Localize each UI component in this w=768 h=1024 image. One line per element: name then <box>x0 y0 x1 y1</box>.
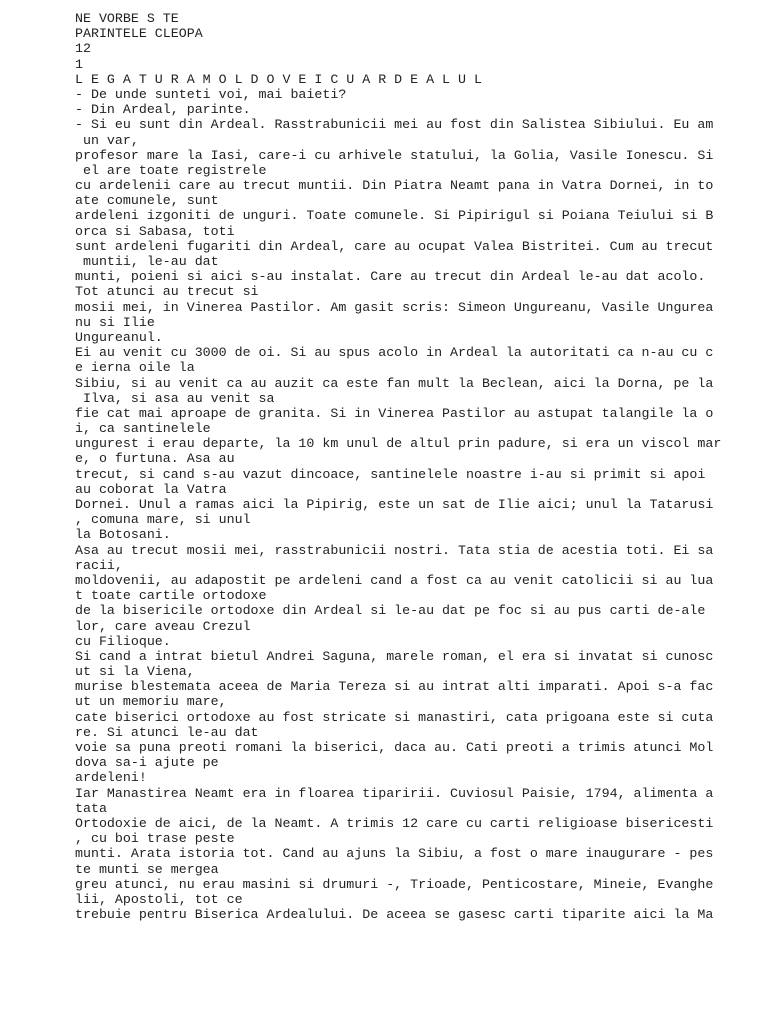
text-line: Sibiu, si au venit ca au auzit ca este fan mult la Beclean, aici la Dorna, pe la <box>75 375 714 391</box>
text-line: el are toate registrele <box>75 162 267 178</box>
text-line: cate biserici ortodoxe au fost stricate si manastiri, cata prigoana este si cuta <box>75 709 714 725</box>
text-line: voie sa puna preoti romani la biserici, daca au. Cati preoti a trimis atunci Mol <box>75 740 714 755</box>
text-line: Ei au venit cu 3000 de oi. Si au spus acolo in Ardeal la autoritati ca n-au cu c <box>75 345 714 361</box>
text-line: mosii mei, in Vinerea Pastilor. Am gasit scris: Simeon Ungureanu, Vasile Ungurea <box>75 299 714 315</box>
text-line: e ierna oile la <box>75 360 195 376</box>
text-line: munti. Arata istoria tot. Cand au ajuns la Sibiu, a fost o mare inaugurare - pes <box>75 846 714 862</box>
text-line: moldovenii, au adapostit pe ardeleni cand a fost ca au venit catolicii si au lua <box>75 572 714 588</box>
text-line: lor, care aveau Crezul <box>75 618 251 634</box>
section-heading: L E G A T U R A M O L D O V E I C U A R D E A L U L <box>75 71 482 87</box>
text-line: ate comunele, sunt <box>75 193 219 209</box>
page-number: 12 <box>75 41 91 57</box>
text-line: nu si Ilie <box>75 314 155 330</box>
text-line: ardeleni! <box>75 770 147 786</box>
text-line: trebuie pentru Biserica Ardealului. De aceea se gasesc carti tiparite aici la Ma <box>75 907 714 923</box>
text-line: un var, <box>75 132 139 148</box>
text-line: tata <box>75 800 107 816</box>
text-line: au coborat la Vatra <box>75 481 227 497</box>
document-author: PARINTELE CLEOPA <box>75 26 203 42</box>
text-line: - Si eu sunt din Ardeal. Rasstrabunicii mei au fost din Salistea Sibiului. Eu am <box>75 117 714 133</box>
text-line: trecut, si cand s-au vazut dincoace, santinelele noastre i-au si primit si apoi <box>75 466 706 482</box>
text-line: de la bisericile ortodoxe din Ardeal si le-au dat pe foc si au pus carti de-ale <box>75 603 706 619</box>
text-line: ardeleni izgoniti de unguri. Toate comunele. Si Pipirigul si Poiana Teiului si B <box>75 208 714 224</box>
text-line: munti, poieni si aici s-au instalat. Care au trecut din Ardeal le-au dat acolo. <box>75 269 706 285</box>
text-line: sunt ardeleni fugariti din Ardeal, care au ocupat Valea Bistritei. Cum au trecut <box>75 238 714 254</box>
text-line: Si cand a intrat bietul Andrei Saguna, marele roman, el era si invatat si cunosc <box>75 648 714 664</box>
text-line: ungurest i erau departe, la 10 km unul de altul prin padure, si era un viscol mar <box>75 436 722 452</box>
text-line: te munti se mergea <box>75 861 219 877</box>
text-line: Iar Manastirea Neamt era in floarea tiparirii. Cuviosul Paisie, 1794, alimenta a <box>75 785 714 801</box>
document-title: NE VORBE S TE <box>75 11 179 26</box>
text-line: cu ardelenii care au trecut muntii. Din Piatra Neamt pana in Vatra Dornei, in to <box>75 178 714 194</box>
text-line: profesor mare la Iasi, care-i cu arhivele statului, la Golia, Vasile Ionescu. Si <box>75 147 714 163</box>
text-line <box>75 922 755 937</box>
text-line: Asa au trecut mosii mei, rasstrabunicii nostri. Tata stia de acestia toti. Ei sa <box>75 542 714 558</box>
text-line: ut si la Viena, <box>75 664 195 680</box>
text-line: lii, Apostoli, tot ce <box>75 891 243 907</box>
text-line: murise blestemata aceea de Maria Tereza si au intrat alti imparati. Apoi s-a fac <box>75 679 714 695</box>
text-line: Ungureanul. <box>75 329 163 345</box>
text-line: i, ca santinelele <box>75 421 211 437</box>
section-number: 1 <box>75 56 83 72</box>
text-line: la Botosani. <box>75 527 171 543</box>
text-line: muntii, le-au dat <box>75 254 219 269</box>
text-line: ut un memoriu mare, <box>75 694 227 710</box>
text-line: racii, <box>75 557 123 573</box>
text-line: - De unde sunteti voi, mai baieti? <box>75 86 347 102</box>
text-line: dova sa-i ajute pe <box>75 755 219 771</box>
text-line: , comuna mare, si unul <box>75 512 251 528</box>
text-line: Tot atunci au trecut si <box>75 284 259 300</box>
text-line: t toate cartile ortodoxe <box>75 588 267 604</box>
text-line: fie cat mai aproape de granita. Si in Vinerea Pastilor au astupat talangile la o <box>75 405 714 421</box>
text-line: - Din Ardeal, parinte. <box>75 102 251 118</box>
text-line: e, o furtuna. Asa au <box>75 451 235 467</box>
text-line: Ortodoxie de aici, de la Neamt. A trimis 12 care cu carti religioase bisericesti <box>75 815 714 831</box>
text-line: cu Filioque. <box>75 633 171 649</box>
document-page <box>75 11 755 937</box>
text-line: Dornei. Unul a ramas aici la Pipirig, este un sat de Ilie aici; unul la Tatarusi <box>75 497 714 512</box>
text-line: Ilva, si asa au venit sa <box>75 390 275 406</box>
text-line: re. Si atunci le-au dat <box>75 724 259 740</box>
text-line: orca si Sabasa, toti <box>75 223 235 239</box>
text-line: greu atunci, nu erau masini si drumuri -, Trioade, Penticostare, Mineie, Evanghe <box>75 876 714 892</box>
text-line: , cu boi trase peste <box>75 831 235 847</box>
